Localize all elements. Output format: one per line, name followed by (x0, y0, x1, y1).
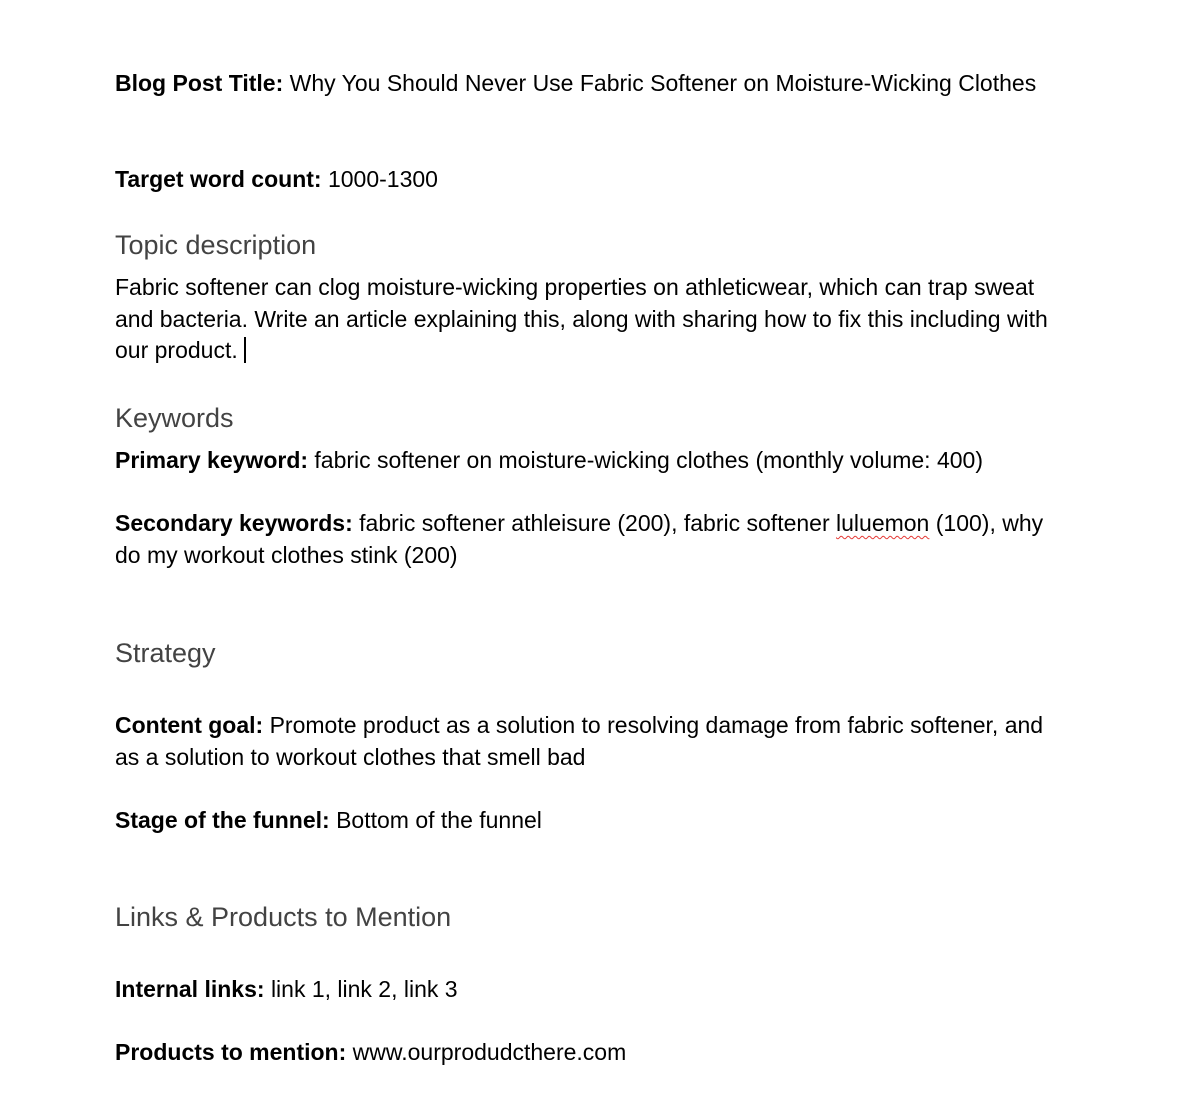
topic-heading: Topic description (115, 230, 317, 260)
products-label: Products to mention: (115, 1039, 347, 1065)
primary-keyword-paragraph[interactable] (115, 445, 1055, 477)
spelling-error-word[interactable]: luluemon (836, 510, 930, 536)
funnel-stage-value: Bottom of the funnel (336, 807, 542, 833)
content-goal-value: Promote product as a solution to resolving damage from fabric softener, and as a solution to workout clothes that smell bad (115, 712, 1044, 770)
links-heading: Links & Products to Mention (115, 902, 452, 932)
secondary-keywords-part1: fabric softener athleisure (200), fabric softener (359, 510, 830, 536)
products-value: www.ourprodudcthere.com (352, 1039, 627, 1065)
content-goal-label: Content goal: (115, 712, 264, 738)
funnel-stage-label: Stage of the funnel: (115, 807, 330, 833)
blog-title-label: Blog Post Title: (115, 70, 284, 96)
funnel-stage-paragraph[interactable] (115, 805, 1055, 837)
topic-body-paragraph[interactable] (115, 272, 1055, 367)
primary-keyword-value: fabric softener on moisture-wicking clothes (monthly volume: 400) (314, 447, 983, 473)
internal-links-paragraph[interactable] (115, 974, 1055, 1006)
secondary-keywords-label: Secondary keywords: (115, 510, 353, 536)
content-goal-paragraph[interactable] (115, 710, 1055, 773)
blog-title-paragraph[interactable] (115, 68, 1055, 100)
internal-links-label: Internal links: (115, 976, 265, 1002)
primary-keyword-label: Primary keyword: (115, 447, 309, 473)
word-count-paragraph[interactable] (115, 164, 1055, 196)
internal-links-value: link 1, link 2, link 3 (270, 976, 458, 1002)
secondary-keywords-paragraph[interactable] (115, 508, 1055, 571)
topic-body-text: Fabric softener can clog moisture-wicking properties on athleticwear, which can trap sweat and bacteria. Write an article explaining this, along with sharing how to fix this including with our product. (115, 274, 1048, 363)
text-cursor (244, 337, 246, 363)
word-count-value: 1000-1300 (327, 166, 438, 192)
blog-title-value: Why You Should Never Use Fabric Softener on Moisture-Wicking Clothes (289, 70, 1037, 96)
strategy-heading: Strategy (115, 638, 216, 668)
products-paragraph[interactable] (115, 1037, 1055, 1069)
keywords-heading: Keywords (115, 403, 234, 433)
word-count-label: Target word count: (115, 166, 322, 192)
secondary-keywords-part2: (100), why do my workout clothes stink (200) (115, 510, 1044, 568)
